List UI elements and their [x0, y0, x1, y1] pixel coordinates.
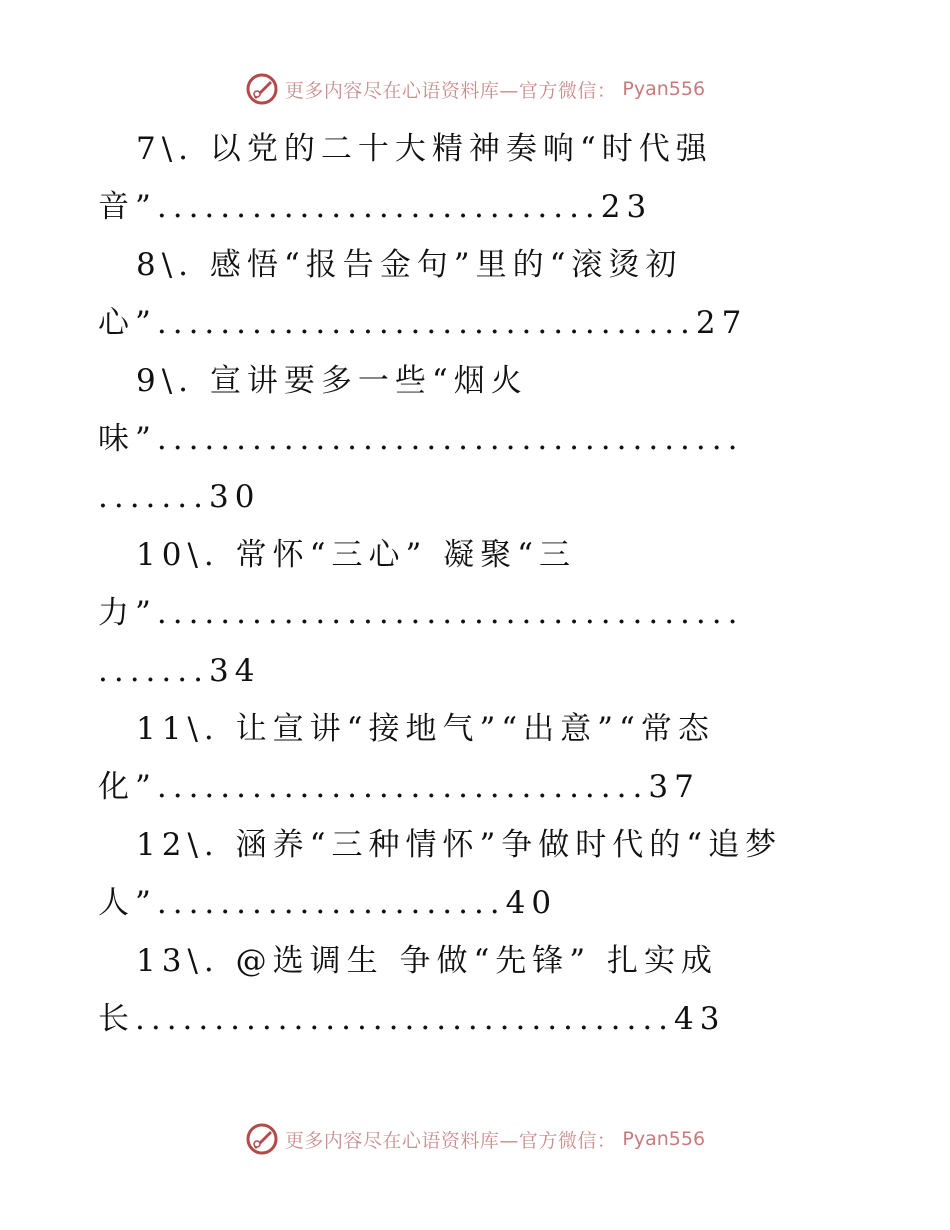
toc-page-number: 23 — [600, 189, 653, 225]
toc-entry-13-continuation[interactable]: 长..................................43 — [98, 1001, 726, 1037]
toc-entry-10-title[interactable]: 10\. 常怀“三心” 凝聚“三 — [136, 537, 576, 573]
toc-leader-dots: ............................ — [156, 189, 601, 225]
toc-leader-dots: .................................. — [156, 305, 696, 341]
header-watermark — [0, 72, 950, 106]
toc-entry-8-continuation[interactable]: 心”..................................27 — [98, 305, 748, 341]
toc-entry-13-title[interactable]: 13\. @选调生 争做“先锋” 扎实成 — [136, 943, 719, 979]
toc-leader-dots: ..................................... — [156, 595, 744, 631]
toc-leader-dots: ............................... — [156, 769, 649, 805]
toc-leader-dots: ...................... — [156, 885, 506, 921]
watermark-wechat-id: Pyan556 — [622, 78, 706, 100]
toc-leader-dots: ....... — [98, 653, 209, 689]
toc-leader-dots: ..................................... — [156, 421, 744, 457]
toc-entry-12-continuation[interactable]: 人”......................40 — [98, 885, 558, 921]
toc-entry-11-continuation[interactable]: 化”...............................37 — [98, 769, 700, 805]
toc-entry-7-title[interactable]: 7\. 以党的二十大精神奏响“时代强 — [136, 131, 713, 167]
toc-leader-dots: .................................. — [135, 1001, 675, 1037]
watermark-wechat-id: Pyan556 — [622, 1128, 706, 1150]
toc-page-number: 40 — [505, 885, 558, 921]
watermark-text: 更多内容尽在心语资料库—官方微信： — [284, 79, 617, 102]
toc-page-number: 34 — [208, 653, 261, 689]
toc-leader-dots: ....... — [98, 479, 209, 515]
toc-page-number: 43 — [674, 1001, 726, 1037]
toc-page-number: 27 — [695, 305, 748, 341]
toc-entry-10-page-line[interactable] — [98, 642, 858, 700]
toc-page-number: 37 — [648, 769, 700, 805]
toc-entry-11-title[interactable]: 11\. 让宣讲“接地气”“出意”“常态 — [136, 711, 715, 747]
toc-entry-9-page-line[interactable] — [98, 468, 858, 526]
pen-quill-logo-icon — [245, 72, 279, 106]
toc-page-number: 30 — [208, 479, 261, 515]
footer-watermark — [0, 1122, 950, 1156]
pen-quill-logo-icon — [245, 1122, 279, 1156]
toc-entry-12-title[interactable]: 12\. 涵养“三种情怀”争做时代的“追梦 — [136, 827, 783, 863]
toc-entry-8-title[interactable]: 8\. 感悟“报告金句”里的“滚烫初 — [136, 247, 683, 283]
toc-entry-9-title[interactable]: 9\. 宣讲要多一些“烟火 — [136, 363, 528, 399]
toc-entry-9-continuation[interactable]: 味”..................................... — [98, 421, 744, 457]
watermark-text: 更多内容尽在心语资料库—官方微信： — [284, 1129, 617, 1152]
toc-entry-7-continuation[interactable]: 音”............................23 — [98, 189, 653, 225]
toc-entry-10-continuation[interactable]: 力”..................................... — [98, 595, 744, 631]
